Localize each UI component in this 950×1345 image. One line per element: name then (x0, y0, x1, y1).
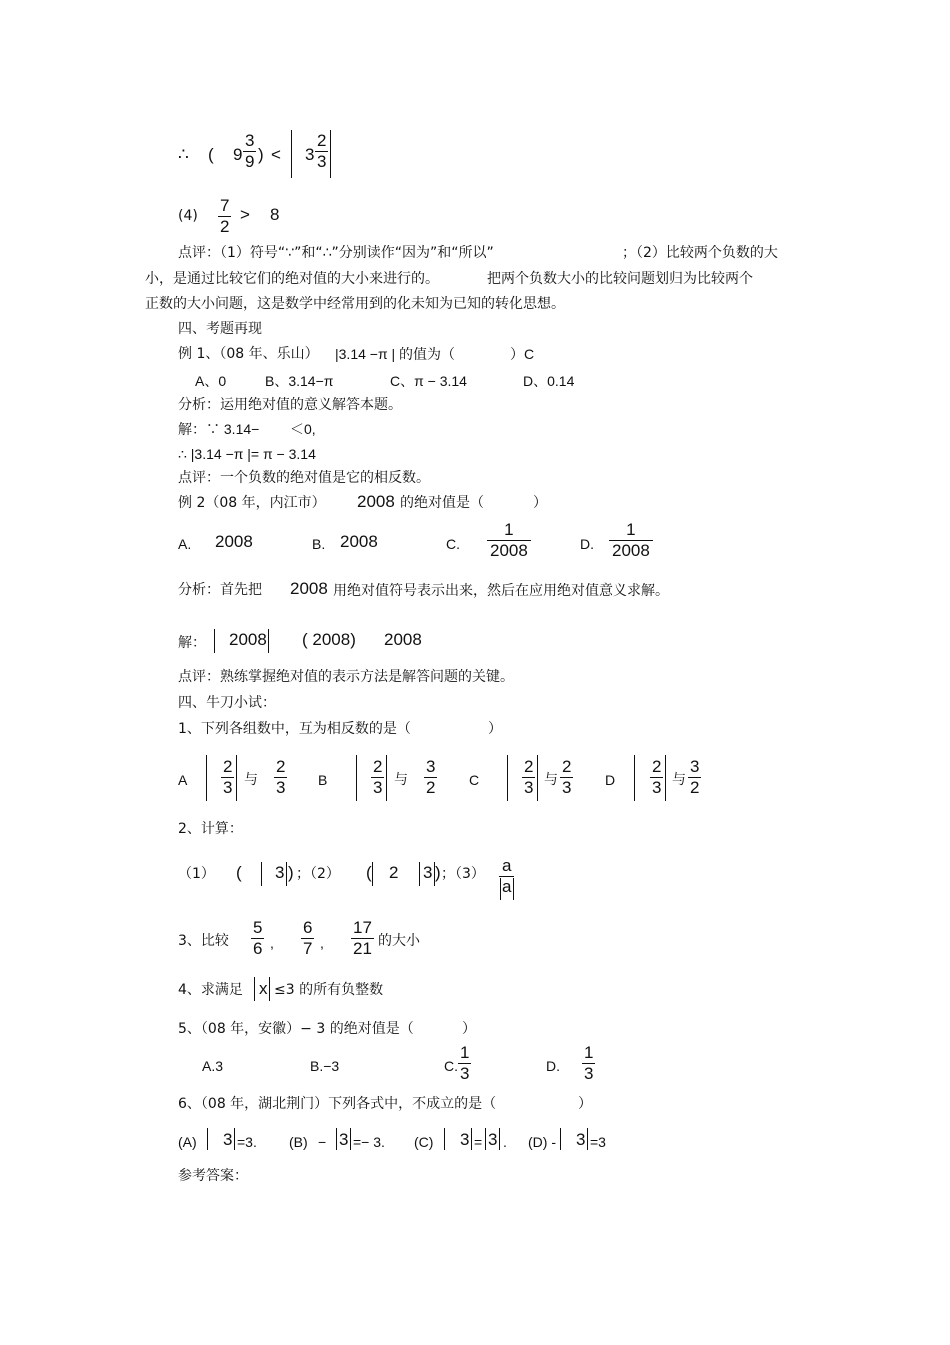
denominator: 3 (460, 1064, 470, 1083)
option-label: C. (444, 1058, 458, 1074)
abs-bar (336, 1128, 337, 1150)
numerator: 2 (317, 131, 327, 150)
analysis-number: 2008 (290, 579, 328, 598)
question-5-end: ） (462, 1021, 476, 1037)
abs-bar (291, 130, 292, 178)
numerator: 2 (223, 757, 233, 776)
variable-x: x (259, 979, 268, 998)
numerator: 6 (303, 918, 313, 937)
denominator: 2008 (487, 540, 531, 561)
fraction (650, 757, 663, 798)
abs-bar (356, 755, 357, 801)
abs-bar (665, 755, 666, 801)
comment-line: 把两个负数大小的比较问题划归为比较两个 (487, 271, 753, 287)
denominator: a (499, 876, 514, 897)
denominator: 9 (245, 152, 255, 171)
solution-line: 解：∵ 3.14− (178, 421, 260, 437)
abs-bar (419, 862, 420, 886)
denominator: 6 (253, 939, 263, 958)
comma: , (270, 935, 274, 951)
question-4-end: ≤3 的所有负整数 (274, 982, 384, 998)
numerator: 1 (626, 520, 636, 539)
denominator: 3 (562, 778, 572, 797)
with-word: 与 (394, 772, 408, 788)
abs-bar (236, 755, 237, 801)
fraction (221, 757, 234, 798)
value: 3 (460, 1130, 470, 1149)
fraction (560, 757, 573, 798)
greater-than: > (240, 205, 250, 224)
fraction (351, 918, 374, 959)
example-question-end: ）C (510, 346, 535, 362)
denominator: 2 (690, 778, 700, 797)
denominator: 2 (426, 778, 436, 797)
denominator: 3 (524, 778, 534, 797)
abs-bar (560, 1128, 561, 1150)
abs-bar (268, 629, 269, 653)
example-question: 的绝对值是（ (400, 495, 484, 511)
option-b: B.−3 (310, 1058, 340, 1074)
paren: ( (236, 863, 242, 882)
numerator: 3 (426, 757, 436, 776)
option-label: B. (312, 536, 326, 552)
question-5: 5、（08 年，安徽）− 3 的绝对值是（ (178, 1021, 414, 1037)
fraction (274, 757, 287, 798)
paren: ) (288, 863, 294, 882)
numerator: 2 (373, 757, 383, 776)
question-number: 2008 (357, 492, 395, 511)
denominator: 7 (303, 939, 313, 958)
with-word: 与 (544, 772, 558, 788)
solution-value: 2008 (384, 630, 422, 649)
denominator: 3 (276, 778, 286, 797)
paren: ) (435, 863, 441, 882)
example-question: 例 2（08 年，内江市） (178, 495, 326, 511)
fraction (487, 520, 531, 561)
value: 3 (576, 1130, 586, 1149)
option-label: (A) (178, 1134, 197, 1150)
comment-line: 小，是通过比较它们的绝对值的大小来进行的。 (145, 271, 439, 287)
abs-bar (537, 755, 538, 801)
solution-value: 2008 (229, 630, 267, 649)
value: 2 (389, 863, 399, 882)
section-heading: 四、牛刀小试： (178, 695, 276, 711)
numerator: 3 (690, 757, 700, 776)
denominator: 3 (373, 778, 383, 797)
denominator: 3 (584, 1064, 594, 1083)
item-label: (4) (178, 208, 198, 224)
mixed-whole: 9 (233, 145, 243, 164)
value: =− 3. (353, 1134, 385, 1150)
denominator: 3 (652, 778, 662, 797)
fraction (243, 131, 256, 172)
option-label: (D) - (528, 1134, 556, 1150)
value: − (318, 1134, 327, 1150)
abs-bar (269, 977, 270, 1001)
question-1-end: ） (488, 721, 502, 737)
abs-bar (234, 1128, 235, 1150)
numerator: 17 (353, 918, 372, 937)
value: 3 (488, 1130, 498, 1149)
separator: ；（3） (441, 866, 485, 882)
option-label: C. (446, 536, 460, 552)
numerator: 2 (524, 757, 534, 776)
question-4: 4、求满足 (178, 982, 243, 998)
question-6: 6、（08 年，湖北荆门）下列各式中，不成立的是（ (178, 1096, 497, 1112)
separator: ；（2） (296, 866, 340, 882)
value: 8 (270, 205, 280, 224)
denominator: 3 (223, 778, 233, 797)
example-question-expr: |3.14 −π | 的值为（ (335, 346, 456, 362)
value: 3 (275, 863, 285, 882)
solution-line: ＜0, (290, 421, 316, 437)
example-question-end: ） (533, 495, 547, 511)
option-value: 2008 (340, 532, 378, 551)
fraction (522, 757, 535, 798)
value: 3 (223, 1130, 233, 1149)
option-label: B (318, 772, 328, 788)
abs-bar (485, 1128, 486, 1150)
abs-bar (206, 755, 207, 801)
abs-bar (372, 862, 373, 886)
therefore-symbol: ∴ (178, 145, 189, 164)
right-paren: ) (258, 145, 264, 164)
numerator: 1 (584, 1043, 594, 1062)
fraction (688, 757, 701, 798)
fraction (301, 918, 314, 959)
numerator: 5 (253, 918, 263, 937)
abs-bar (499, 1128, 500, 1150)
fraction (424, 757, 437, 798)
numerator: a (502, 856, 512, 875)
abs-bar (330, 130, 331, 178)
question-6-end: ） (578, 1096, 592, 1112)
fraction (458, 1043, 471, 1084)
value: =3. (237, 1134, 257, 1150)
numerator: 1 (460, 1043, 470, 1062)
option-label: (C) (414, 1134, 434, 1150)
numerator: 2 (652, 757, 662, 776)
abs-bar (507, 755, 508, 801)
solution-line: ∴ |3.14 −π |= π − 3.14 (178, 446, 316, 462)
comment-line: ；（2）比较两个负数的大 (622, 245, 778, 261)
denominator: 2008 (609, 540, 653, 561)
denominator: 21 (353, 939, 372, 958)
comment: 点评：熟练掌握绝对值的表示方法是解答问题的关键。 (178, 669, 514, 685)
option-d: D、0.14 (523, 373, 575, 389)
abs-bar (254, 977, 255, 1001)
abs-bar (350, 1128, 351, 1150)
fraction (609, 520, 653, 561)
comma: , (320, 935, 324, 951)
value: 3 (339, 1130, 349, 1149)
fraction (251, 918, 264, 959)
part-label: （1） (178, 866, 215, 882)
abs-bar (207, 1128, 208, 1150)
abs-bar (286, 862, 287, 886)
option-label: A. (178, 536, 192, 552)
mixed-whole: 3 (305, 145, 315, 164)
question-3: 3、比较 (178, 933, 229, 949)
answers-heading: 参考答案： (178, 1168, 248, 1184)
analysis: 分析：运用绝对值的意义解答本题。 (178, 397, 402, 413)
denominator: 2 (220, 217, 230, 236)
fraction (315, 131, 328, 172)
paren: ( (366, 863, 372, 882)
solution-value: ( 2008) (302, 630, 356, 649)
numerator: 2 (276, 757, 286, 776)
numerator: 7 (220, 196, 230, 215)
fraction (218, 196, 231, 237)
comment-line: 点评：（1）符号“∵”和“∴”分别读作“因为”和“所以” (178, 245, 494, 261)
abs-bar (634, 755, 635, 801)
abs-bar (261, 862, 262, 886)
option-label: A (178, 772, 188, 788)
fraction (582, 1043, 595, 1084)
value: = (474, 1134, 483, 1150)
value: =3 (590, 1134, 606, 1150)
option-label: D. (546, 1058, 560, 1074)
example-question: 例 1、（08 年、乐山） (178, 346, 319, 362)
fraction (371, 757, 384, 798)
comment: 点评：一个负数的绝对值是它的相反数。 (178, 470, 430, 486)
abs-bar (471, 1128, 472, 1150)
comment-line: 正数的大小问题，这是数学中经常用到的化未知为已知的转化思想。 (145, 296, 565, 312)
numerator: 1 (504, 520, 514, 539)
abs-bar (513, 878, 514, 900)
option-label: C (469, 772, 480, 788)
numerator: 2 (562, 757, 572, 776)
abs-bar (587, 1128, 588, 1150)
option-label: D. (580, 536, 594, 552)
question-3-end: 的大小 (378, 933, 420, 949)
with-word: 与 (672, 772, 686, 788)
option-b: B、3.14−π (265, 373, 334, 389)
question-2: 2、计算： (178, 821, 243, 837)
option-label: D (605, 772, 616, 788)
option-a: A.3 (202, 1058, 224, 1074)
abs-bar (444, 1128, 445, 1150)
value: . (503, 1134, 507, 1150)
abs-bar (386, 755, 387, 801)
option-label: (B) (289, 1134, 308, 1150)
option-c: C、π − 3.14 (390, 373, 467, 389)
option-value: 2008 (215, 532, 253, 551)
value: 3 (423, 863, 433, 882)
solution-label: 解： (178, 635, 206, 651)
question-1: 1、下列各组数中，互为相反数的是（ (178, 721, 411, 737)
numerator: 3 (245, 131, 255, 150)
analysis: 分析：首先把 (178, 582, 262, 598)
section-heading: 四、考题再现 (178, 321, 262, 337)
less-than: < (271, 145, 281, 164)
analysis: 用绝对值符号表示出来，然后在应用绝对值意义求解。 (333, 583, 669, 599)
option-a: A、0 (195, 373, 227, 389)
denominator: 3 (317, 152, 327, 171)
with-word: 与 (244, 772, 258, 788)
left-paren: ( (208, 145, 214, 164)
abs-bar (500, 878, 501, 900)
abs-bar (214, 629, 215, 653)
